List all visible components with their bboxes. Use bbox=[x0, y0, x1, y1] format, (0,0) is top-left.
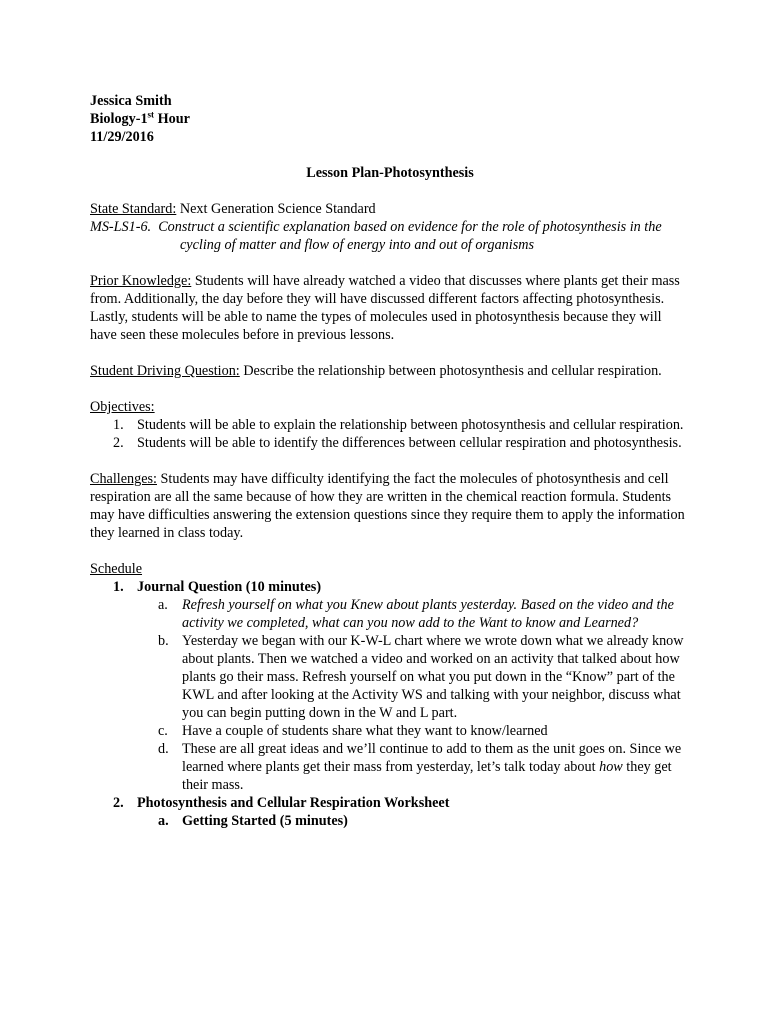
challenges-label: Challenges: bbox=[90, 471, 157, 487]
standard-description: MS-LS1-6. Construct a scientific explanation based on evidence for the role of photosynthesis in the cycling of matter and flow of energy into and out of organisms bbox=[90, 219, 662, 253]
schedule-item-worksheet: 2. Photosynthesis and Cellular Respiration Worksheet bbox=[113, 795, 450, 811]
course-line: Biology-1st Hour bbox=[90, 109, 190, 127]
objective-item: 2. Students will be able to identify the differences between cellular respiration and photosynthesis. bbox=[113, 435, 682, 451]
prior-knowledge: Prior Knowledge: Students will have already watched a video that discusses where plants get their mass from. Additionally, the day before they will have discussed different factors affecting photosynthesis. Lastly, students will be able to name the types of molecules used in photosynthesis because they will have seen these molecules before in previous lessons. bbox=[90, 273, 680, 343]
objectives-label: Objectives: bbox=[90, 399, 155, 415]
schedule-subitem: c. Have a couple of students share what they want to know/learned bbox=[158, 723, 548, 739]
prior-knowledge-label: Prior Knowledge: bbox=[90, 273, 192, 289]
author-name: Jessica Smith bbox=[90, 93, 172, 109]
schedule-label: Schedule bbox=[90, 561, 143, 577]
schedule-subitem: a. Refresh yourself on what you Knew about plants yesterday. Based on the video and the activity we completed, what can you now add to the Want to know and Learned? bbox=[158, 597, 674, 631]
schedule-subitem: b. Yesterday we began with our K-W-L chart where we wrote down what we already know about plants. Then we watched a video and worked on an activity that talked about how plants go their mass. Refresh yourself on what you put down in the “Know” part of the KWL and after looking at the Activity WS and talking with your neighbor, discuss what you can begin putting down in the W and L part. bbox=[158, 633, 684, 721]
driving-question-label: Student Driving Question: bbox=[90, 363, 240, 379]
standard-code: MS-LS1-6. bbox=[90, 219, 152, 235]
schedule-subitem: a. Getting Started (5 minutes) bbox=[158, 813, 348, 829]
lesson-title: Lesson Plan-Photosynthesis bbox=[306, 165, 474, 181]
schedule-item-journal: 1. Journal Question (10 minutes) bbox=[113, 579, 322, 595]
document-date: 11/29/2016 bbox=[90, 129, 154, 145]
state-standard-label: State Standard: bbox=[90, 201, 177, 217]
state-standard: State Standard: Next Generation Science Standard bbox=[90, 201, 376, 217]
document-page bbox=[90, 92, 690, 830]
challenges: Challenges: Students may have difficulty identifying the fact the molecules of photosynthesis and cell respiration are all the same because of how they are written in the chemical reaction formula. Students may have difficulties answering the extension questions since they require them to apply the information they learned in class today. bbox=[90, 471, 685, 541]
objective-item: 1. Students will be able to explain the relationship between photosynthesis and cellular respiration. bbox=[113, 417, 684, 433]
schedule-subitem: d. These are all great ideas and we’ll continue to add to them as the unit goes on. Since we learned where plants get their mass from yesterday, let’s talk today about how they get their mass. bbox=[158, 741, 682, 793]
driving-question: Student Driving Question: Describe the relationship between photosynthesis and cellular respiration. bbox=[90, 363, 662, 379]
